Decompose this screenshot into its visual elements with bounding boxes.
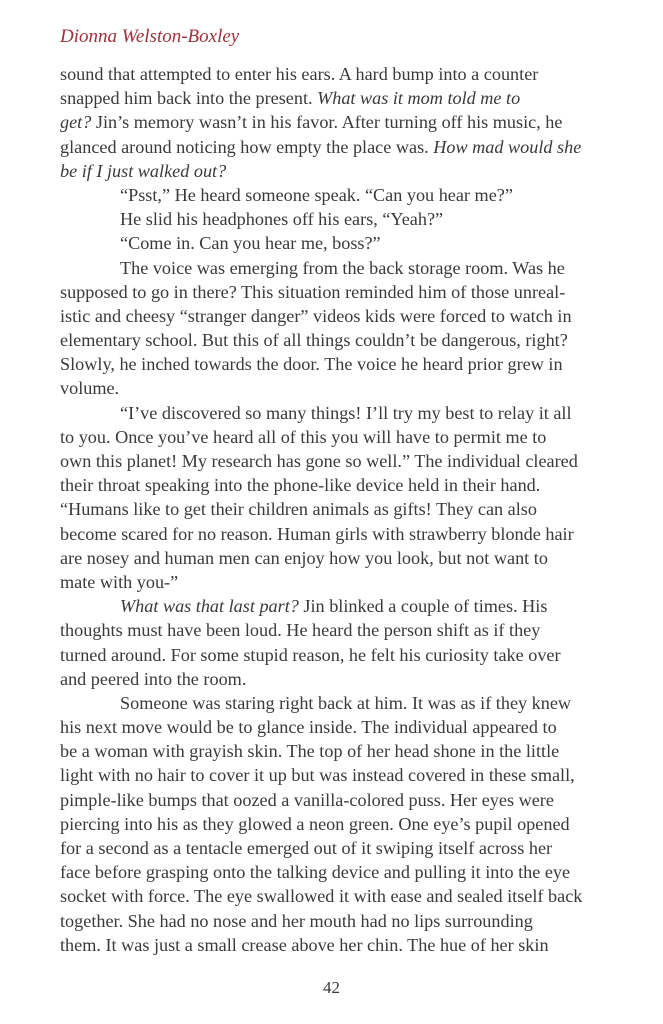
text-segment: them. It was just a small crease above her chin. The hue of her skin — [60, 934, 549, 955]
text-segment: piercing into his as they glowed a neon green. One eye’s pupil opened — [60, 813, 570, 834]
text-line — [60, 522, 605, 546]
text-line — [60, 618, 605, 642]
italic-text-segment: How mad would she — [433, 136, 582, 157]
text-line — [60, 207, 605, 231]
italic-text-segment: get? — [60, 112, 92, 133]
text-line — [60, 328, 605, 352]
text-line — [60, 280, 605, 304]
text-line — [60, 836, 605, 860]
text-segment: The voice was emerging from the back storage room. Was he — [120, 257, 565, 278]
text-segment: be a woman with grayish skin. The top of her head shone in the little — [60, 741, 560, 762]
text-line — [60, 860, 605, 884]
text-line — [60, 884, 605, 908]
text-segment: He slid his headphones off his ears, “Yeah?” — [120, 209, 444, 230]
text-segment: pimple-like bumps that oozed a vanilla-colored puss. Her eyes were — [60, 789, 554, 810]
text-line — [60, 86, 605, 110]
text-segment: face before grasping onto the talking device and pulling it into the eye — [60, 862, 571, 883]
text-line — [60, 570, 605, 594]
italic-text-segment: be if I just walked out? — [60, 160, 227, 181]
text-line — [60, 135, 605, 159]
text-line — [60, 425, 605, 449]
text-segment: volume. — [60, 378, 120, 399]
text-segment: for a second as a tentacle emerged out of it swiping itself across her — [60, 838, 553, 858]
text-line — [60, 110, 605, 134]
text-segment: “Humans like to get their children animals as gifts! They can also — [60, 499, 537, 520]
text-line — [60, 256, 605, 280]
text-line — [60, 909, 605, 933]
text-line — [60, 812, 605, 836]
text-segment: to you. Once you’ve heard all of this you will have to permit me to — [60, 426, 547, 447]
text-line — [60, 401, 605, 425]
text-line — [60, 691, 605, 715]
text-line — [60, 304, 605, 328]
text-segment: Jin’s memory wasn’t in his favor. After turning off his music, he — [91, 112, 563, 133]
text-line — [60, 497, 605, 521]
text-segment: together. She had no nose and her mouth had no lips surrounding — [60, 910, 533, 931]
running-header-author: Dionna Welston-Boxley — [60, 26, 240, 47]
italic-text-segment: What was it mom told me to — [317, 88, 521, 109]
text-segment: socket with force. The eye swallowed it with ease and sealed itself back — [60, 886, 583, 907]
text-line — [60, 739, 605, 763]
text-segment: are nosey and human men can enjoy how you look, but not want to — [60, 547, 548, 568]
text-segment: thoughts must have been loud. He heard the person shift as if they — [60, 620, 541, 641]
text-line — [60, 449, 605, 473]
text-line — [60, 643, 605, 667]
text-segment: “Psst,” He heard someone speak. “Can you hear me?” — [120, 184, 513, 205]
text-segment: turned around. For some stupid reason, he felt his curiosity take over — [60, 644, 561, 665]
text-line — [60, 546, 605, 570]
text-line — [60, 183, 605, 207]
text-segment: “I’ve discovered so many things! I’ll try my best to relay it all — [120, 402, 572, 423]
text-segment: mate with you-” — [60, 571, 179, 592]
body-text — [60, 62, 605, 957]
italic-text-segment: What was that last part? — [120, 596, 299, 617]
text-segment: light with no hair to cover it up but was instead covered in these small, — [60, 765, 575, 786]
text-segment: istic and cheesy “stranger danger” videos kids were forced to watch in — [60, 305, 572, 326]
text-line — [60, 594, 605, 618]
text-line — [60, 715, 605, 739]
text-segment: glanced around noticing how empty the place was. — [60, 136, 434, 157]
text-line — [60, 788, 605, 812]
text-segment: elementary school. But this of all things couldn’t be dangerous, right? — [60, 330, 568, 351]
text-line — [60, 763, 605, 787]
text-segment: own this planet! My research has gone so well.” The individual cleared — [60, 451, 578, 471]
text-line — [60, 159, 605, 183]
text-line — [60, 352, 605, 376]
text-line — [60, 376, 605, 400]
text-segment: sound that attempted to enter his ears. A hard bump into a counter — [60, 64, 539, 84]
text-line — [60, 62, 605, 86]
text-segment: become scared for no reason. Human girls with strawberry blonde hair — [60, 523, 574, 544]
text-segment: and peered into the room. — [60, 668, 247, 689]
page-number: 42 — [323, 978, 340, 997]
text-segment: Slowly, he inched towards the door. The voice he heard prior grew in — [60, 354, 563, 375]
text-line — [60, 473, 605, 497]
text-segment: their throat speaking into the phone-like device held in their hand. — [60, 475, 541, 496]
text-segment: “Come in. Can you hear me, boss?” — [120, 233, 381, 254]
text-segment: supposed to go in there? This situation reminded him of those unreal- — [60, 281, 566, 302]
text-segment: his next move would be to glance inside. The individual appeared to — [60, 717, 557, 738]
text-segment: snapped him back into the present. — [60, 88, 318, 109]
text-segment: Jin blinked a couple of times. His — [298, 596, 548, 617]
text-line — [60, 231, 605, 255]
text-line — [60, 933, 605, 957]
text-line — [60, 667, 605, 691]
text-segment: Someone was staring right back at him. It was as if they knew — [120, 692, 572, 713]
